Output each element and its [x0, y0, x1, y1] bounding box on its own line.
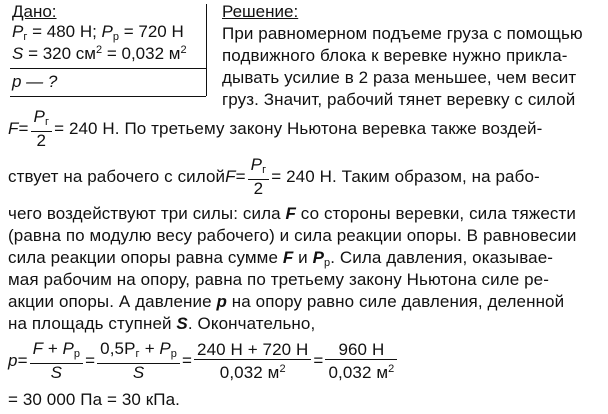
final-equation: p = $\frac{F + P_р}{S}$ = $\frac{0,5P_г + P_р}{S}$ = $\frac{240 Н + 720 Н}{0,032 м^2}$ = $\frac{960 Н}{0,032 м^2}$	[8, 336, 399, 386]
fraction-half-weight-1: $\frac{P_г}{2}$	[31, 108, 53, 150]
fraction-formula-3: $\frac{240 Н + 720 Н}{0,032 м^2}$	[194, 341, 311, 382]
solution-line-1: При равномерном подъеме груза с помощью	[222, 24, 583, 43]
given-find: p — ?	[12, 72, 58, 91]
solution-line-8: (равна по модулю весу рабочего) и сила реакции опоры. В равновесии	[8, 226, 577, 245]
given-bottom-divider	[10, 96, 206, 97]
solution-line-2: подвижного блока к веревке нужно прикла-	[222, 46, 568, 65]
solution-line-6: ствует на рабочего с силой F = $\frac{P_г}{2}$ = 240 Н. Таким образом, на рабо-	[8, 155, 540, 198]
fraction-formula-4: $\frac{960 Н}{0,032 м^2}$	[325, 341, 397, 382]
solution-line-4: груз. Значит, рабочий тянет веревку с силой	[222, 90, 576, 109]
solution-line-10: мая рабочим на опору, равна по третьему закону Ньютона силе ре-	[8, 270, 550, 289]
fraction-formula-2: $\frac{0,5P_г + P_р}{S}$	[97, 340, 180, 382]
solution-line-12: на площадь ступней S. Окончательно,	[8, 314, 316, 333]
solution-line-11: акции опоры. А давление p на опору равно силе давления, деленной	[8, 292, 565, 311]
given-forces: $P_г = 480$ Н; $P_р = 720$ Н	[12, 22, 184, 43]
given-title: Дано:	[12, 2, 57, 21]
final-result: = 30 000 Па = 30 кПа.	[8, 390, 180, 409]
solution-line-9: сила реакции опоры равна сумме F и $P_р$. Сила давления, оказывае-	[8, 248, 554, 269]
solution-title: Решение:	[222, 2, 299, 21]
given-area: S = 320 $см^2 = 0,032$ $м^2$	[12, 44, 187, 63]
given-vertical-divider	[206, 4, 207, 96]
fraction-formula-1: $\frac{F + P_р}{S}$	[30, 340, 84, 382]
solution-line-5: F = $\frac{P_г}{2}$ = 240 Н. По третьему закону Ньютона веревка также воздей-	[8, 107, 543, 150]
solution-line-7: чего воздействуют три силы: сила F со стороны веревки, сила тяжести	[8, 204, 576, 223]
given-divider	[10, 68, 206, 69]
solution-line-3: дывать усилие в 2 раза меньшее, чем весит	[222, 68, 577, 87]
fraction-half-weight-2: $\frac{P_г}{2}$	[248, 156, 270, 198]
